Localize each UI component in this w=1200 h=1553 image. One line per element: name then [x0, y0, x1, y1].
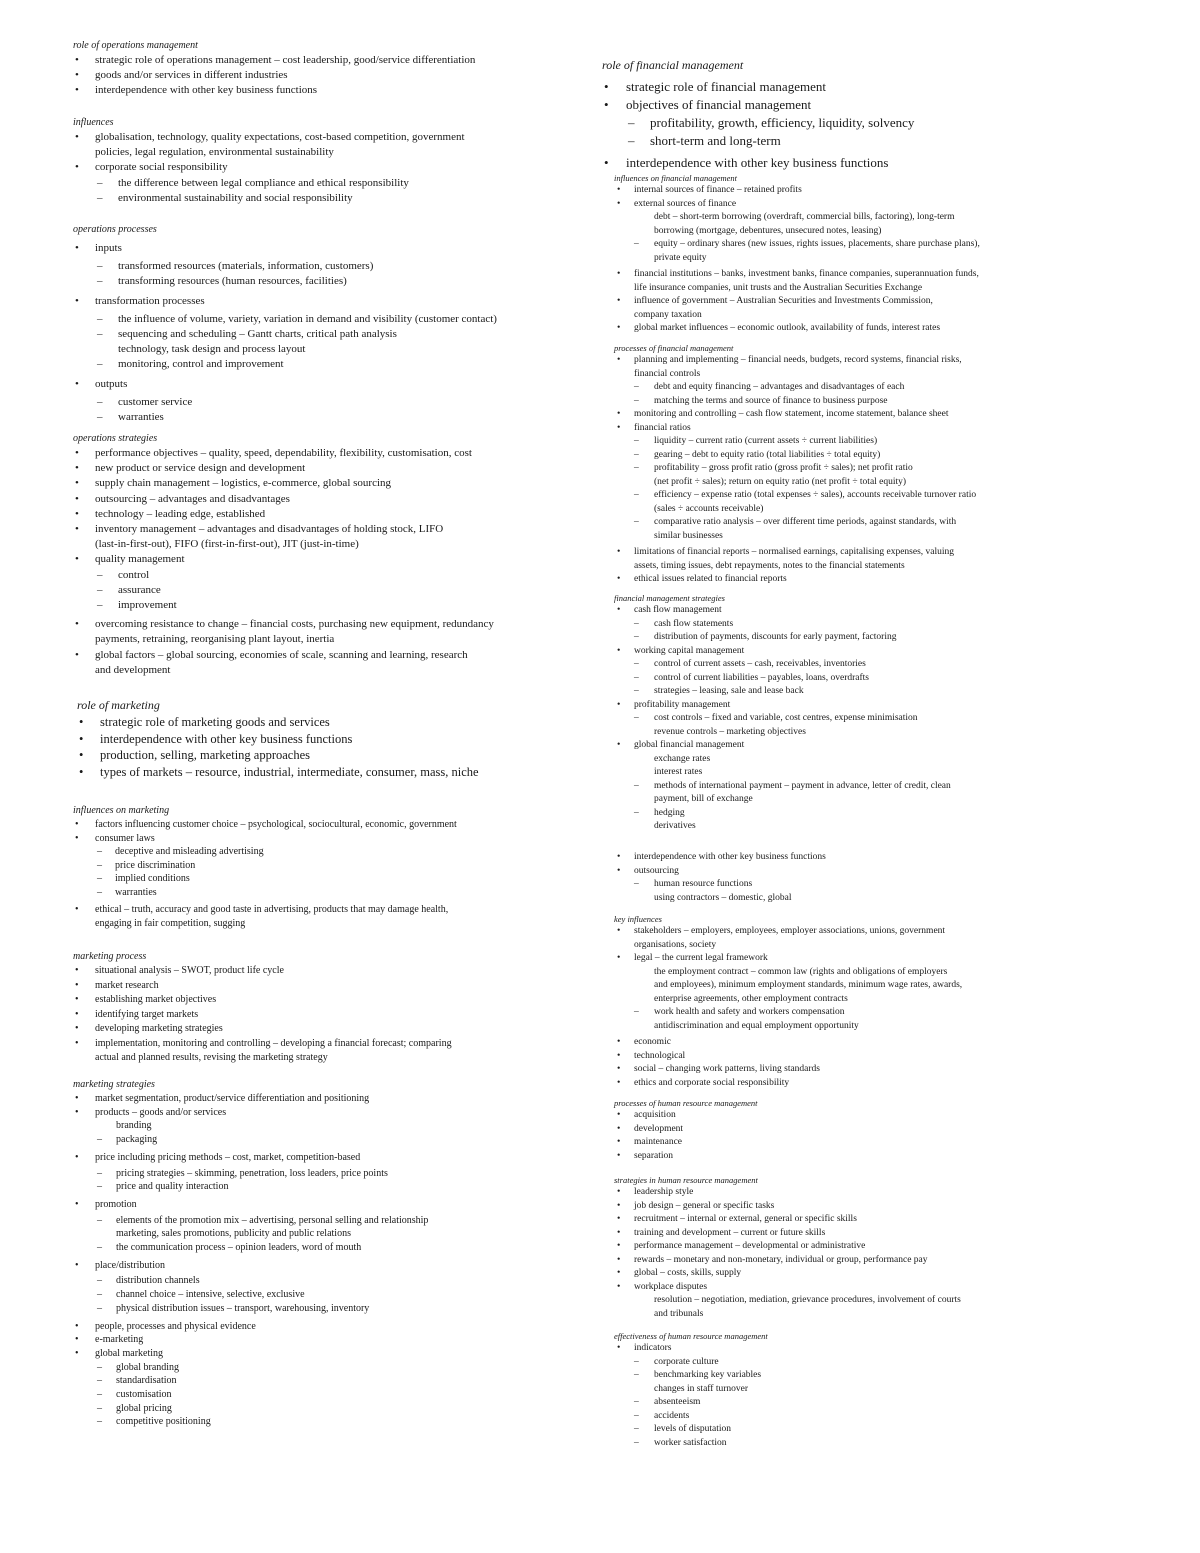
list-item: • economic [614, 1036, 1084, 1050]
list-subitem: – assurance [73, 583, 573, 598]
section-mkt-process [73, 949, 573, 1066]
list-item: • consumer laws [73, 832, 573, 846]
list-subitem: – matching the terms and source of finance to business purpose [614, 395, 1084, 409]
list-item: • place/distribution [73, 1259, 573, 1273]
list-item: • interdependence with other key business functions [614, 851, 1084, 865]
list-item: • promotion [73, 1198, 573, 1212]
list-item: • global – costs, skills, supply [614, 1267, 1084, 1281]
heading-mkt-role: role of marketing [77, 698, 160, 712]
list-subitem: – equity – ordinary shares (new issues, rights issues, placements, share purchase plans), [614, 238, 1084, 252]
heading-ops-strategies: operations strategies [73, 433, 158, 444]
list-subitem-cont: interest rates [654, 767, 703, 777]
list-item: • working capital management [614, 645, 1084, 659]
list-subitem: – gearing – debt to equity ratio (total liabilities ÷ total equity) [614, 449, 1084, 463]
list-subitem-cont: antidiscrimination and equal employment opportunity [654, 1020, 859, 1031]
list-subitem-cont: debt – short-term borrowing (overdraft, commercial bills, factoring), long-term [654, 212, 955, 222]
list-item: • overcoming resistance to change – financial costs, purchasing new equipment, redundancy [73, 617, 573, 632]
list-item: • ethics and corporate social responsibility [614, 1077, 1084, 1091]
list-subitem-cont: (sales ÷ accounts receivable) [654, 503, 764, 514]
list-item: • internal sources of finance – retained profits [614, 184, 1084, 198]
heading-mkt-process: marketing process [73, 951, 147, 962]
list-subitem-cont: changes in staff turnover [654, 1383, 749, 1394]
list-subitem: – warranties [73, 410, 573, 425]
list-item: • planning and implementing – financial needs, budgets, record systems, financial risks, [614, 354, 1084, 368]
list-subitem: – physical distribution issues – transport, warehousing, inventory [73, 1302, 573, 1316]
list-item: • production, selling, marketing approaches [73, 747, 573, 764]
list-subitem: – control of current liabilities – payables, loans, overdrafts [614, 672, 1084, 686]
list-subitem-cont: using contractors – domestic, global [654, 892, 792, 903]
list-item-cont: life insurance companies, unit trusts and the Australian Securities Exchange [634, 282, 923, 293]
list-subitem: – the communication process – opinion leaders, word of mouth [73, 1241, 573, 1255]
list-item: • external sources of finance [614, 198, 1084, 212]
section-fin-strategies [614, 592, 1084, 834]
heading-ops-processes: operations processes [73, 224, 157, 235]
list-item: • products – goods and/or services [73, 1106, 573, 1120]
list-item-cont: financial controls [634, 368, 701, 379]
list-item: • factors influencing customer choice – psychological, sociocultural, economic, government [73, 818, 573, 832]
list-item: • globalisation, technology, quality expectations, cost-based competition, government [73, 130, 573, 145]
heading-fin-strategies: financial management strategies [614, 593, 725, 603]
list-item: • market segmentation, product/service differentiation and positioning [73, 1092, 573, 1106]
list-subitem: – absenteeism [614, 1396, 1084, 1410]
list-item: • situational analysis – SWOT, product life cycle [73, 964, 573, 979]
heading-hr-influences: key influences [614, 914, 662, 924]
list-subitem: – the difference between legal compliance and ethical responsibility [73, 176, 573, 191]
list-item: • monitoring and controlling – cash flow statement, income statement, balance sheet [614, 408, 1084, 422]
list-item: • recruitment – internal or external, general or specific skills [614, 1213, 1084, 1227]
list-item: • inventory management – advantages and disadvantages of holding stock, LIFO [73, 522, 573, 537]
list-item-cont: engaging in fair competition, sugging [95, 917, 246, 929]
list-item: • strategic role of marketing goods and services [73, 714, 573, 731]
heading-hr-processes: processes of human resource management [614, 1098, 758, 1108]
list-subitem: – sequencing and scheduling – Gantt charts, critical path analysis [73, 327, 573, 342]
list-item-cont: and development [95, 663, 171, 676]
list-item: • social – changing work patterns, living standards [614, 1063, 1084, 1077]
section-hr-processes [614, 1097, 1084, 1163]
list-subitem-cont: revenue controls – marketing objectives [654, 726, 806, 737]
list-subitem-cont: technology, task design and process layout [118, 343, 306, 356]
heading-ops-role: role of operations management [73, 40, 198, 51]
section-fin-role [602, 56, 1082, 172]
list-subitem: – human resource functions [614, 878, 1084, 892]
list-subitem-cont: and tribunals [654, 1308, 704, 1319]
list-subitem: – worker satisfaction [614, 1437, 1084, 1451]
list-item-cont: (last-in-first-out), FIFO (first-in-first-out), JIT (just-in-time) [95, 538, 359, 551]
list-subitem: – price and quality interaction [73, 1180, 573, 1194]
list-subitem: – work health and safety and workers compensation [614, 1006, 1084, 1020]
section-ops-processes [73, 222, 573, 425]
list-item: • ethical – truth, accuracy and good taste in advertising, products that may damage health, [73, 903, 573, 917]
list-subitem-cont: payment, bill of exchange [654, 794, 753, 804]
list-item: • strategic role of financial management [602, 78, 1082, 96]
heading-fin-processes: processes of financial management [614, 343, 734, 353]
heading-ops-influences: influences [73, 117, 114, 128]
list-subitem-cont: marketing, sales promotions, publicity and public relations [116, 1228, 351, 1240]
list-item: • global financial management [614, 739, 1084, 753]
list-item: • leadership style [614, 1186, 1084, 1200]
list-item: • types of markets – resource, industrial, intermediate, consumer, mass, niche [73, 764, 573, 781]
list-item: • technology – leading edge, established [73, 507, 573, 522]
list-subitem: – implied conditions [73, 872, 573, 886]
list-subitem: – profitability – gross profit ratio (gross profit ÷ sales); net profit ratio [614, 462, 1084, 476]
list-item: • global factors – global sourcing, economies of scale, scanning and learning, research [73, 648, 573, 663]
list-item: • supply chain management – logistics, e-commerce, global sourcing [73, 476, 573, 491]
list-subitem-cont: enterprise agreements, other employment contracts [654, 993, 848, 1004]
section-hr-influences [614, 913, 1084, 1090]
list-subitem: – global branding [73, 1361, 573, 1375]
list-item-cont: assets, timing issues, debt repayments, notes to the financial statements [634, 560, 905, 571]
list-subitem-cont: derivatives [654, 821, 696, 831]
section-ops-role [73, 38, 573, 99]
heading-mkt-influences: influences on marketing [73, 805, 170, 816]
heading-mkt-strategies: marketing strategies [73, 1079, 155, 1090]
list-subitem: – transforming resources (human resources, facilities) [73, 274, 573, 289]
list-subitem: – deceptive and misleading advertising [73, 845, 573, 859]
list-item: • technological [614, 1050, 1084, 1064]
list-subitem: – the influence of volume, variety, variation in demand and visibility (customer contact) [73, 312, 573, 327]
list-subitem: – packaging [73, 1133, 573, 1147]
section-hr-role [614, 851, 1084, 905]
list-item: • training and development – current or future skills [614, 1227, 1084, 1241]
list-item: • indicators [614, 1342, 1084, 1356]
list-subitem: – levels of disputation [614, 1423, 1084, 1437]
list-item: • inputs [73, 241, 573, 256]
list-subitem: – competitive positioning [73, 1415, 573, 1429]
list-subitem: – customisation [73, 1388, 573, 1402]
list-item: • acquisition [614, 1109, 1084, 1123]
list-item: • global market influences – economic outlook, availability of funds, interest rates [614, 322, 1084, 336]
list-subitem: – short-term and long-term [602, 132, 1082, 150]
list-item: • e-marketing [73, 1333, 573, 1347]
heading-fin-role: role of financial management [602, 58, 744, 72]
list-subitem: – comparative ratio analysis – over different time periods, against standards, with [614, 516, 1084, 530]
list-subitem: – elements of the promotion mix – advertising, personal selling and relationship [73, 1214, 573, 1228]
list-item: • implementation, monitoring and controlling – developing a financial forecast; comparing [73, 1037, 573, 1052]
section-hr-strategies [614, 1174, 1084, 1321]
list-subitem-cont: resolution – negotiation, mediation, grievance procedures, involvement of courts [654, 1295, 961, 1305]
list-item: • corporate social responsibility [73, 160, 573, 175]
list-item: • separation [614, 1150, 1084, 1164]
list-subitem: – profitability, growth, efficiency, liquidity, solvency [602, 114, 1082, 132]
list-subitem: – standardisation [73, 1374, 573, 1388]
list-item: • market research [73, 979, 573, 994]
list-item: • outsourcing [614, 865, 1084, 879]
list-subitem: – global pricing [73, 1402, 573, 1416]
section-mkt-role [73, 696, 573, 780]
list-item: • interdependence with other key business functions [73, 731, 573, 748]
list-item: • people, processes and physical evidence [73, 1320, 573, 1334]
heading-hr-effectiveness: effectiveness of human resource management [614, 1331, 768, 1341]
list-subitem: – improvement [73, 598, 573, 613]
list-item-cont: policies, legal regulation, environmental sustainability [95, 146, 334, 159]
list-subitem: – efficiency – expense ratio (total expenses ÷ sales), accounts receivable turnover ratio [614, 489, 1084, 503]
list-item: • workplace disputes [614, 1281, 1084, 1295]
list-item: • profitability management [614, 699, 1084, 713]
list-item: • goods and/or services in different industries [73, 68, 573, 83]
list-item: • limitations of financial reports – normalised earnings, capitalising expenses, valuing [614, 546, 1084, 560]
list-subitem-cont: similar businesses [654, 530, 723, 541]
heading-fin-influences: influences on financial management [614, 173, 737, 183]
list-subitem: – debt and equity financing – advantages and disadvantages of each [614, 381, 1084, 395]
heading-hr-strategies: strategies in human resource management [614, 1175, 758, 1185]
list-subitem: – liquidity – current ratio (current assets ÷ current liabilities) [614, 435, 1084, 449]
list-subitem: – environmental sustainability and social responsibility [73, 191, 573, 206]
list-item-cont: company taxation [634, 309, 702, 320]
list-item: • maintenance [614, 1136, 1084, 1150]
list-item-cont: organisations, society [634, 939, 717, 950]
list-item-cont: actual and planned results, revising the marketing strategy [95, 1052, 328, 1063]
list-subitem-cont: the employment contract – common law (rights and obligations of employers [654, 966, 948, 977]
list-item: • outputs [73, 377, 573, 392]
list-item-cont: payments, retraining, reorganising plant layout, inertia [95, 633, 335, 646]
list-subitem: – monitoring, control and improvement [73, 357, 573, 372]
list-item: • strategic role of operations management – cost leadership, good/service differentiation [73, 53, 573, 68]
section-fin-processes [614, 342, 1084, 587]
list-subitem: – transformed resources (materials, information, customers) [73, 259, 573, 274]
list-item: • development [614, 1123, 1084, 1137]
list-subitem: – cash flow statements [614, 618, 1084, 632]
list-subitem: – control of current assets – cash, receivables, inventories [614, 658, 1084, 672]
list-item: • new product or service design and development [73, 461, 573, 476]
section-fin-influences [614, 172, 1084, 336]
list-subitem: – distribution of payments, discounts for early payment, factoring [614, 631, 1084, 645]
list-subitem: – cost controls – fixed and variable, cost centres, expense minimisation [614, 712, 1084, 726]
list-subitem: – hedging [614, 807, 1084, 821]
list-subitem: – benchmarking key variables [614, 1369, 1084, 1383]
list-item: • global marketing [73, 1347, 573, 1361]
list-subitem: – accidents [614, 1410, 1084, 1424]
list-item: • interdependence with other key business functions [73, 83, 573, 98]
list-subitem: – distribution channels [73, 1274, 573, 1288]
list-item: • outsourcing – advantages and disadvantages [73, 492, 573, 507]
section-mkt-strategies [73, 1077, 573, 1429]
list-subitem: – control [73, 568, 573, 583]
list-subitem-cont: (net profit ÷ sales); return on equity ratio (net profit ÷ total equity) [654, 476, 907, 487]
list-item: • performance objectives – quality, speed, dependability, flexibility, customisation, cost [73, 446, 573, 461]
list-item: • transformation processes [73, 294, 573, 309]
section-ops-strategies [73, 431, 573, 678]
list-subitem: – channel choice – intensive, selective, exclusive [73, 1288, 573, 1302]
list-item: • stakeholders – employers, employees, employer associations, unions, government [614, 925, 1084, 939]
list-subitem: – strategies – leasing, sale and lease back [614, 685, 1084, 699]
list-item: • price including pricing methods – cost, market, competition-based [73, 1151, 573, 1165]
section-hr-effectiveness [614, 1330, 1084, 1450]
list-subitem-cont: private equity [654, 252, 707, 263]
list-subitem-cont: borrowing (mortgage, debentures, unsecured notes, leasing) [654, 225, 882, 236]
list-item: • developing marketing strategies [73, 1022, 573, 1037]
list-item: • cash flow management [614, 604, 1084, 618]
list-item: • objectives of financial management [602, 96, 1082, 114]
list-item: • interdependence with other key business functions [602, 154, 1082, 172]
list-item: • performance management – developmental or administrative [614, 1240, 1084, 1254]
list-item: • ethical issues related to financial reports [614, 573, 1084, 587]
list-item: • quality management [73, 552, 573, 567]
section-mkt-influences [73, 803, 573, 930]
list-subitem: – methods of international payment – payment in advance, letter of credit, clean [614, 780, 1084, 794]
list-item: • identifying target markets [73, 1008, 573, 1023]
list-item: • financial ratios [614, 422, 1084, 436]
list-subitem: – customer service [73, 395, 573, 410]
list-subitem: – warranties [73, 886, 573, 900]
list-subitem-cont: and employees), minimum employment standards, minimum wage rates, awards, [654, 980, 963, 990]
section-ops-influences [73, 115, 573, 206]
list-item: • financial institutions – banks, investment banks, finance companies, superannuation funds, [614, 268, 1084, 282]
list-subitem: – corporate culture [614, 1356, 1084, 1370]
list-subitem-cont: exchange rates [654, 753, 711, 764]
list-subitem: – pricing strategies – skimming, penetration, loss leaders, price points [73, 1167, 573, 1181]
list-subitem-cont: branding [116, 1120, 152, 1132]
list-item: • rewards – monetary and non-monetary, individual or group, performance pay [614, 1254, 1084, 1268]
list-item: • establishing market objectives [73, 993, 573, 1008]
list-subitem: – price discrimination [73, 859, 573, 873]
list-item: • job design – general or specific tasks [614, 1200, 1084, 1214]
list-item: • influence of government – Australian Securities and Investments Commission, [614, 295, 1084, 309]
list-item: • legal – the current legal framework [614, 952, 1084, 966]
